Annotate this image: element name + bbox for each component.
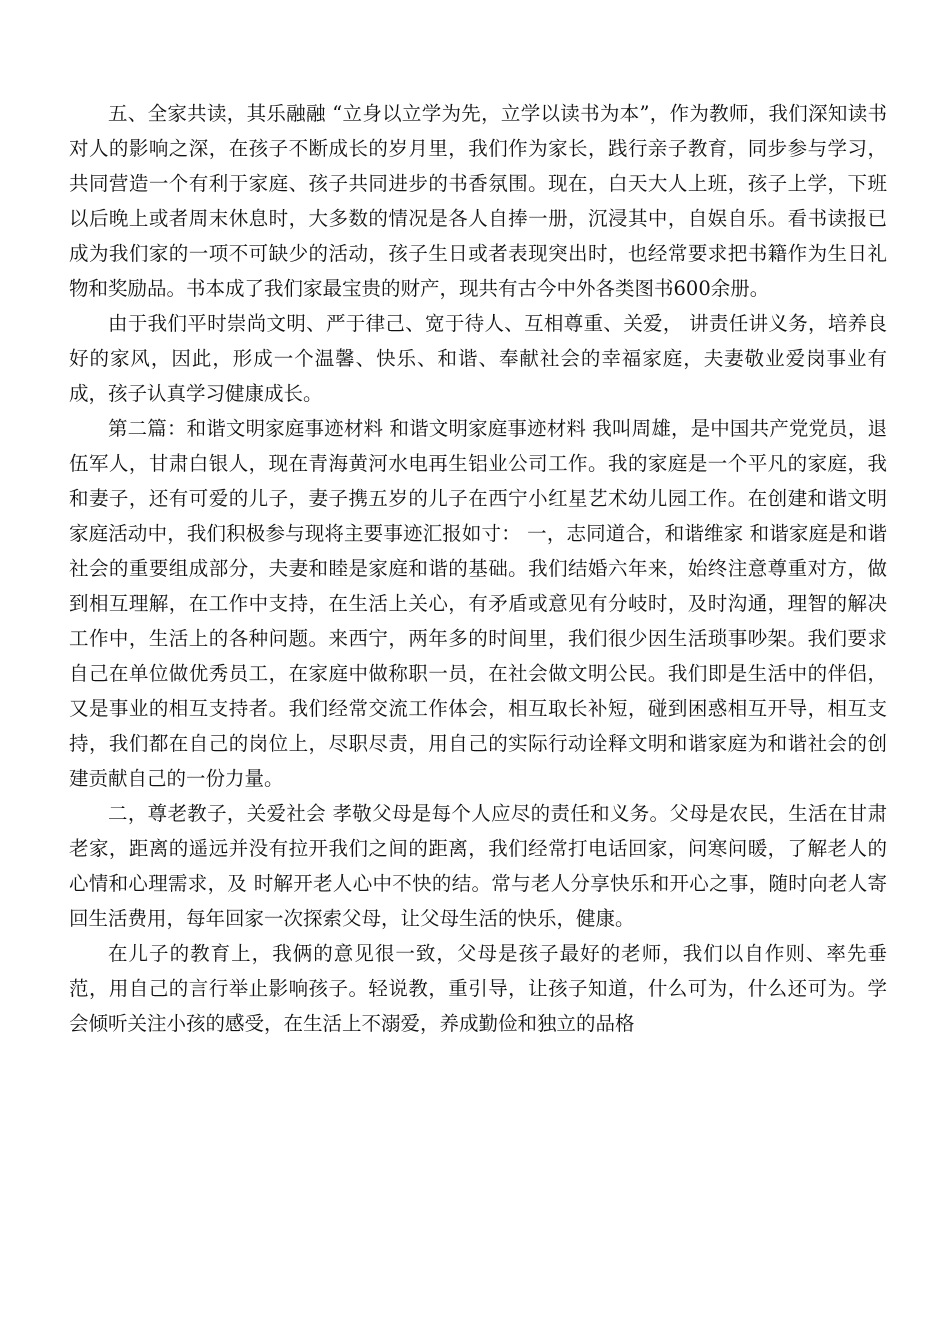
paragraph-child-education: 在儿子的教育上，我俩的意见很一致，父母是孩子最好的老师，我们以自作则、率先垂范，用自己的言行举止影响孩子。轻说教，重引导，让孩子知道，什么可为，什么还可为。学会倾听关注小孩的感受，在生活上不溺爱，养成勤俭和独立的品格	[69, 942, 887, 1035]
paragraph-respect-elders: 二，尊老教子，关爱社会 孝敬父母是每个人应尽的责任和义务。父母是农民，生活在甘肃老家，距离的遥远并没有拉开我们之间的距离，我们经常打电话回家，问寒问暖，了解老人的心情和心理需求，及 时解开老人心中不快的结。常与老人分享快乐和开心之事，随时向老人寄回生活费用，每年回家一次探索父母，让父母生活的快乐，健康。	[69, 802, 887, 930]
paragraph-family-values: 由于我们平时崇尚文明、严于律己、宽于待人、互相尊重、关爱， 讲责任讲义务，培养良好的家风，因此，形成一个温馨、快乐、和谐、奉献社会的幸福家庭，夫妻敬业爱岗事业有成，孩子认真学习健康成长。	[69, 312, 887, 405]
document-body	[69, 96, 887, 1041]
paragraph-family-reading: 五、全家共读，其乐融融 “立身以立学为先，立学以读书为本”，作为教师，我们深知读书对人的影响之深，在孩子不断成长的岁月里，我们作为家长，践行亲子教育，同步参与学习，共同营造一个有利于家庭、孩子共同进步的书香氛围。现在，白天大人上班，孩子上学，下班以后晚上或者周末休息时，大多数的情况是各人自捧一册，沉浸其中，自娱自乐。看书读报已成为我们家的一项不可缺少的活动，孩子生日或者表现突出时，也经常要求把书籍作为生日礼物和奖励品。书本成了我们家最宝贵的财产，现共有古今中外各类图书600余册。	[69, 102, 887, 300]
paragraph-second-article: 第二篇：和谐文明家庭事迹材料 和谐文明家庭事迹材料 我叫周雄，是中国共产党党员，退伍军人，甘肃白银人，现在青海黄河水电再生铝业公司工作。我的家庭是一个平凡的家庭，我和妻子，还有可爱的儿子，妻子携五岁的儿子在西宁小红星艺术幼儿园工作。在创建和谐文明家庭活动中，我们积极参与现将主要事迹汇报如寸： 一，志同道合，和谐维家 和谐家庭是和谐社会的重要组成部分，夫妻和睦是家庭和谐的基础。我们结婚六年来，始终注意尊重对方，做到相互理解，在工作中支持，在生活上关心，有矛盾或意见有分岐时，及时沟通，理智的解决工作中，生活上的各种问题。来西宁，两年多的时间里，我们很少因生活琐事吵架。我们要求自己在单位做优秀员工，在家庭中做称职一员，在社会做文明公民。我们即是生活中的伴侣，又是事业的相互支持者。我们经常交流工作体会，相互取长补短，碰到困惑相互开导，相互支持，我们都在自己的岗位上，尽职尽责，用自己的实际行动诠释文明和谐家庭为和谐社会的创建贡献自己的一份力量。	[69, 417, 887, 790]
